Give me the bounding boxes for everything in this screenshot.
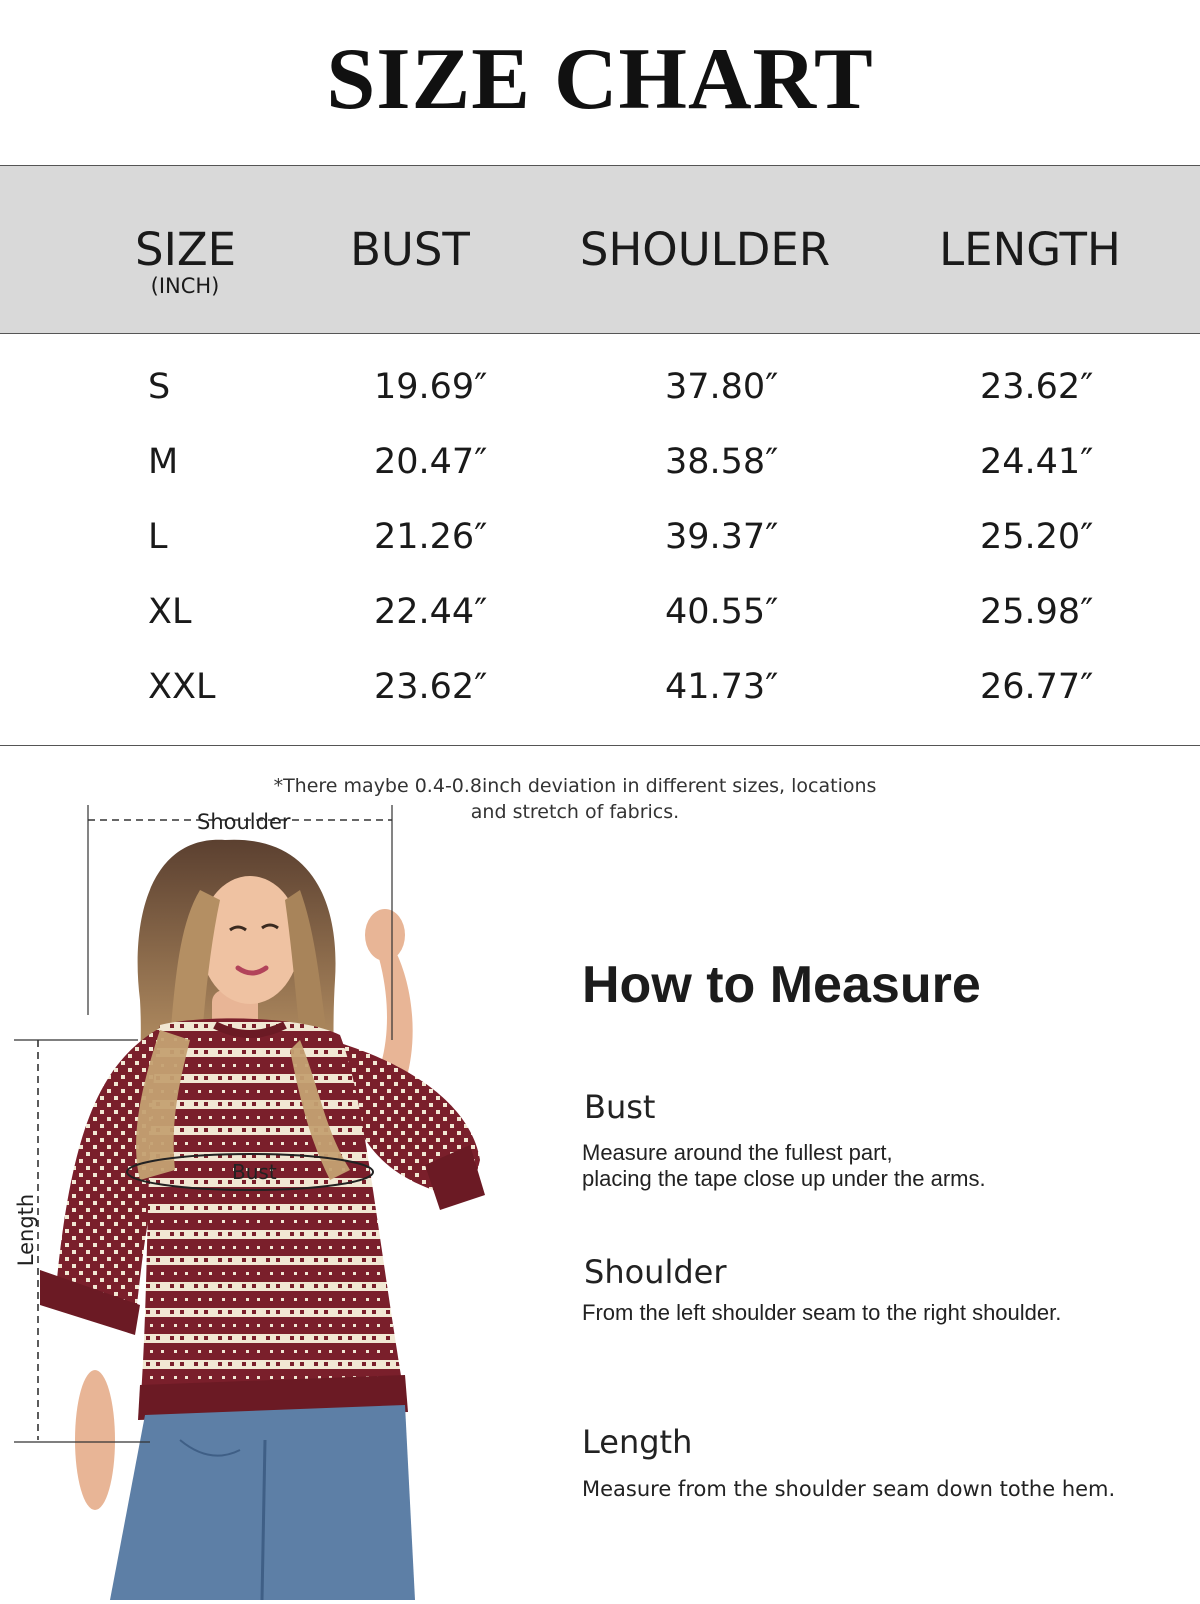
cell-length: 25.98″ <box>980 592 1094 632</box>
cell-size: XL <box>148 592 192 632</box>
size-table <box>0 355 1200 730</box>
cell-size: S <box>148 367 171 407</box>
bust-label: Bust <box>232 1160 277 1184</box>
cell-shoulder: 40.55″ <box>665 592 779 632</box>
how-to-measure-heading: How to Measure <box>582 956 981 1014</box>
model-illustration <box>0 800 520 1600</box>
cell-bust: 22.44″ <box>374 592 488 632</box>
shoulder-heading: Shoulder <box>584 1253 727 1291</box>
deviation-note-line2: and stretch of fabrics. <box>470 801 680 823</box>
cell-size: XXL <box>148 667 216 707</box>
bust-description-line1: Measure around the fullest part, <box>582 1140 893 1165</box>
cell-shoulder: 37.80″ <box>665 367 779 407</box>
table-bottom-divider <box>0 745 1200 746</box>
length-description: Measure from the shoulder seam down tothe hem. <box>582 1477 1116 1501</box>
length-heading: Length <box>582 1423 693 1461</box>
deviation-note-line1: *There maybe 0.4-0.8inch deviation in different sizes, locations <box>273 775 877 797</box>
cell-shoulder: 39.37″ <box>665 517 779 557</box>
bust-description <box>582 1140 1182 1192</box>
cell-bust: 19.69″ <box>374 367 488 407</box>
header-bust: BUST <box>350 223 470 276</box>
table-header <box>0 165 1200 334</box>
shoulder-description: From the left shoulder seam to the right shoulder. <box>582 1300 1062 1325</box>
cell-size: M <box>148 442 179 482</box>
bust-heading: Bust <box>584 1088 656 1126</box>
header-shoulder: SHOULDER <box>579 223 831 276</box>
cell-shoulder: 41.73″ <box>665 667 779 707</box>
header-length: LENGTH <box>939 223 1121 276</box>
cell-length: 26.77″ <box>980 667 1094 707</box>
table-row <box>0 655 1200 730</box>
face <box>200 876 300 1004</box>
table-row <box>0 355 1200 430</box>
header-size: SIZE <box>135 223 237 276</box>
table-row <box>0 430 1200 505</box>
shoulder-label: Shoulder <box>197 810 291 834</box>
table-row <box>0 580 1200 655</box>
cell-bust: 21.26″ <box>374 517 488 557</box>
bust-description-line2: placing the tape close up under the arms. <box>582 1166 986 1191</box>
cell-size: L <box>148 517 168 557</box>
model-photo <box>0 800 520 1600</box>
length-label: Length <box>14 1193 39 1267</box>
cell-bust: 20.47″ <box>374 442 488 482</box>
header-size-unit: (INCH) <box>150 274 220 298</box>
page-title: SIZE CHART <box>326 31 874 128</box>
table-row <box>0 505 1200 580</box>
cell-length: 25.20″ <box>980 517 1094 557</box>
cell-shoulder: 38.58″ <box>665 442 779 482</box>
cell-bust: 23.62″ <box>374 667 488 707</box>
cell-length: 23.62″ <box>980 367 1094 407</box>
cell-length: 24.41″ <box>980 442 1094 482</box>
